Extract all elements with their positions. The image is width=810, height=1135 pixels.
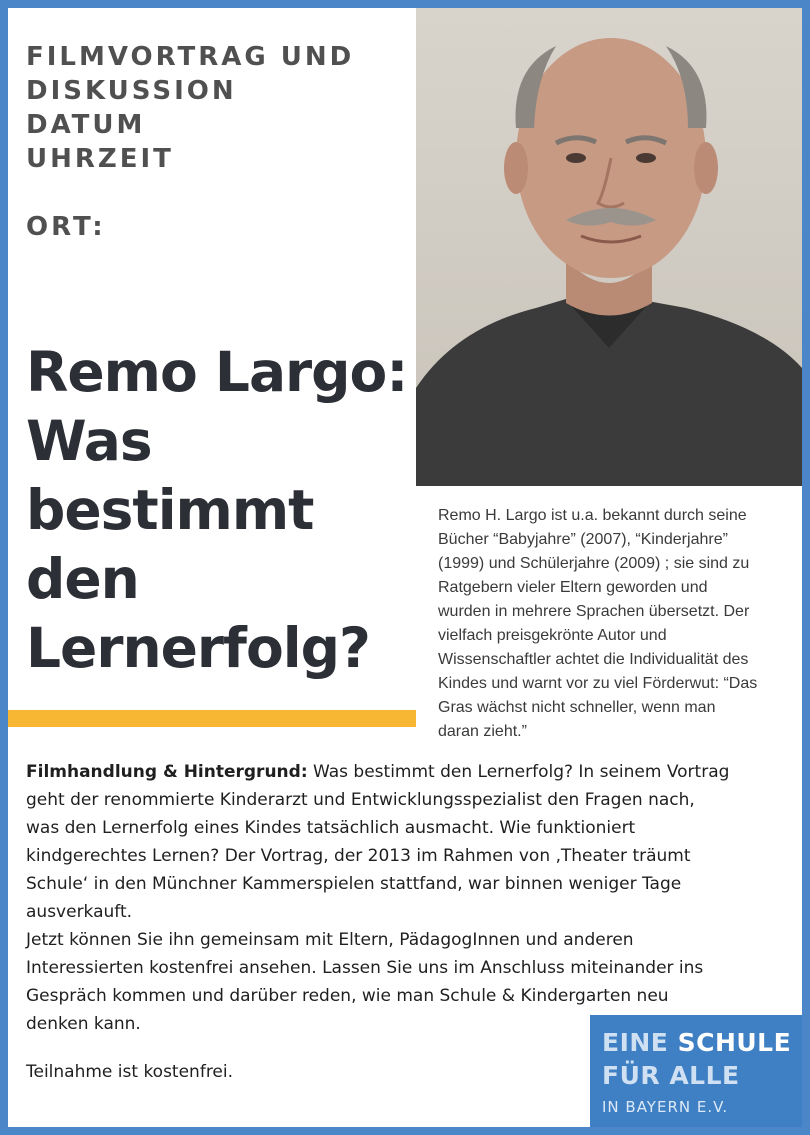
- description-lead-text: Was bestimmt den Lernerfolg? In seinem Vortrag: [307, 762, 730, 782]
- logo-line-3: IN BAYERN E.V.: [602, 1098, 729, 1116]
- event-time-label: UHRZEIT: [26, 144, 174, 174]
- main-title: [26, 338, 421, 683]
- logo-word-eine: EINE: [602, 1028, 669, 1057]
- bio-line: (1999) und Schülerjahre (2009) ; sie sind zu: [438, 555, 750, 572]
- organization-logo: [590, 1015, 802, 1127]
- description-heading: Filmhandlung & Hintergrund:: [26, 762, 308, 782]
- description-line: ausverkauft.: [26, 902, 133, 922]
- bio-line: Wissenschaftler achtet die Individualität des: [438, 651, 749, 668]
- bio-line: Gras wächst nicht schneller, wenn man: [438, 699, 716, 716]
- event-info-line: DISKUSSION: [26, 76, 237, 106]
- participation-note: Teilnahme ist kostenfrei.: [26, 1062, 234, 1082]
- logo-line-1: [602, 1028, 791, 1057]
- description-lead: [26, 758, 786, 786]
- title-line: Lernerfolg?: [26, 616, 370, 680]
- title-line: den: [26, 547, 139, 611]
- bio-line: Kindes und warnt vor zu viel Förderwut: “Das: [438, 675, 758, 692]
- portrait-illustration: [416, 8, 802, 486]
- event-info-line: FILMVORTRAG UND: [26, 42, 355, 72]
- flyer-page: [8, 8, 802, 1127]
- description-line: kindgerechtes Lernen? Der Vortrag, der 2013 im Rahmen von ‚Theater träumt: [26, 846, 691, 866]
- accent-divider: [8, 710, 416, 727]
- portrait-photo: [416, 8, 802, 486]
- event-location-label: ORT:: [26, 212, 106, 242]
- logo-line-2: FÜR ALLE: [602, 1061, 740, 1090]
- bio-line: Ratgebern vieler Eltern geworden und: [438, 579, 708, 596]
- description-line: geht der renommierte Kinderarzt und Entwicklungsspezialist den Fragen nach,: [26, 790, 695, 810]
- bio-line: vielfach preisgekrönte Autor und: [438, 627, 667, 644]
- bio-line: Bücher “Babyjahre” (2007), “Kinderjahre”: [438, 531, 728, 548]
- title-line: Was: [26, 409, 152, 473]
- description-line: Schule‘ in den Münchner Kammerspielen stattfand, war binnen weniger Tage: [26, 874, 682, 894]
- bio-line: daran zieht.”: [438, 723, 527, 740]
- description-line: denken kann.: [26, 1014, 141, 1034]
- description-line: Interessierten kostenfrei ansehen. Lassen Sie uns im Anschluss miteinander ins: [26, 958, 704, 978]
- description-line: Jetzt können Sie ihn gemeinsam mit Eltern, PädagogInnen und anderen: [26, 930, 634, 950]
- bio-line: Remo H. Largo ist u.a. bekannt durch seine: [438, 507, 747, 524]
- event-date-label: DATUM: [26, 110, 146, 140]
- event-info: [26, 40, 416, 244]
- logo-word-schule: SCHULE: [677, 1028, 792, 1057]
- title-line: Remo Largo:: [26, 340, 408, 404]
- description-line: Gespräch kommen und darüber reden, wie man Schule & Kindergarten neu: [26, 986, 669, 1006]
- bio-line: wurden in mehrere Sprachen übersetzt. Der: [438, 603, 750, 620]
- description-line: was den Lernerfolg eines Kindes tatsächlich ausmacht. Wie funktioniert: [26, 818, 636, 838]
- title-line: bestimmt: [26, 478, 314, 542]
- author-bio: [438, 504, 798, 744]
